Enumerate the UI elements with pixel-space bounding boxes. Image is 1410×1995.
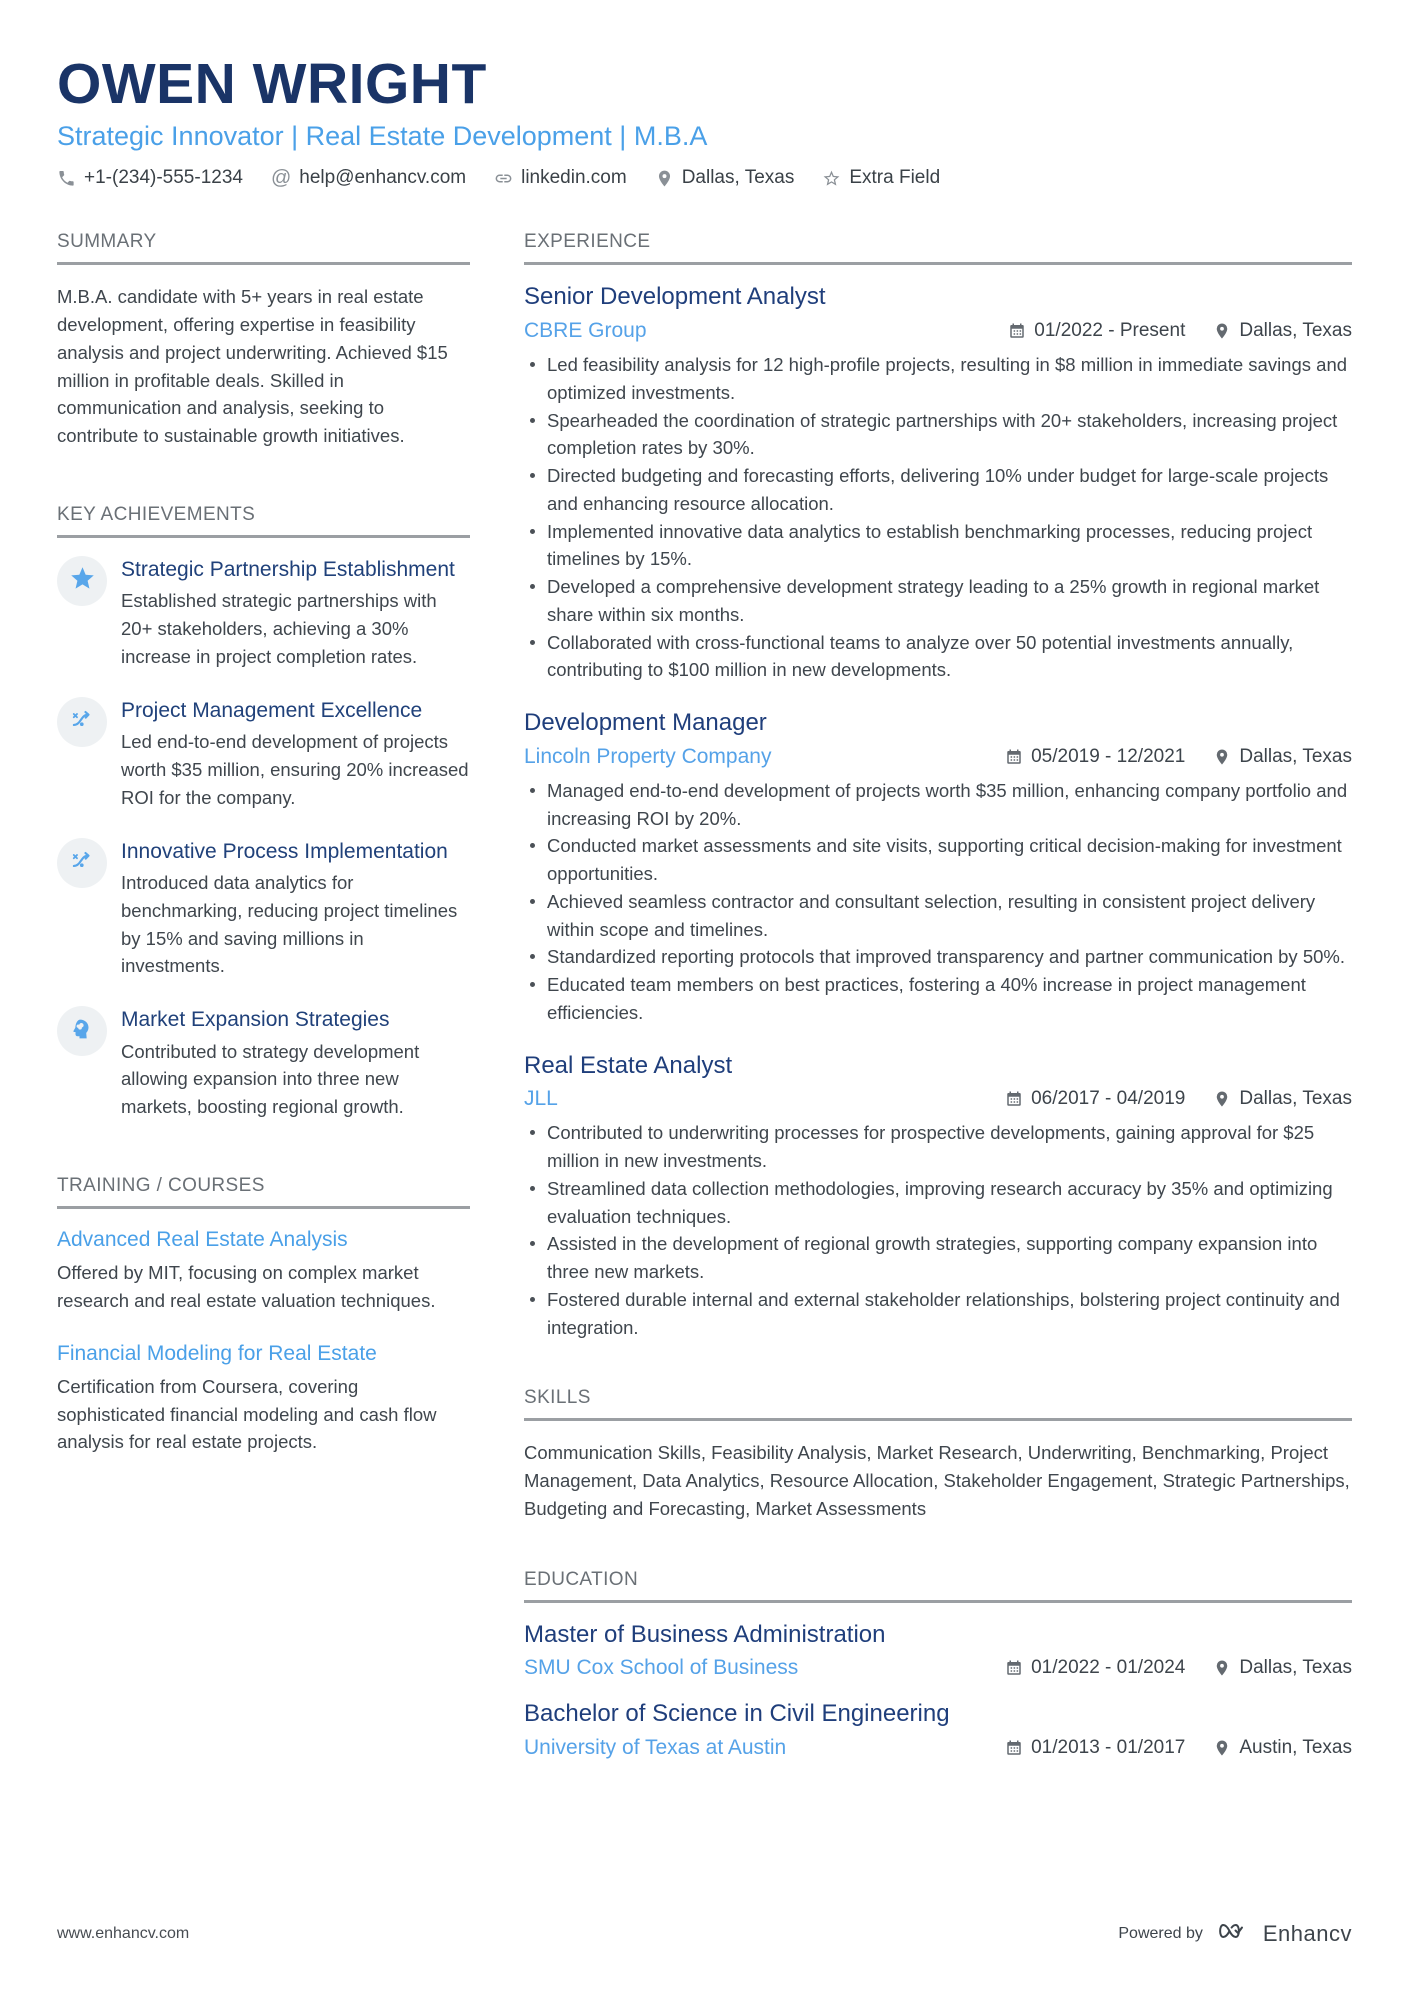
phone-icon (57, 169, 76, 188)
calendar-icon (1005, 1739, 1023, 1757)
course-title: Advanced Real Estate Analysis (57, 1227, 348, 1251)
route-arrow-icon (69, 847, 95, 878)
course-title: Financial Modeling for Real Estate (57, 1341, 377, 1365)
star-icon (69, 565, 96, 597)
bullet-item: Led feasibility analysis for 12 high-profile projects, resulting in $8 million in immediate savings and optimized investments. (524, 351, 1352, 407)
achievement-item (57, 697, 470, 812)
job-location-label: Dallas, Texas (1239, 1088, 1352, 1110)
bullet-item: Achieved seamless contractor and consultant selection, resulting in consistent project delivery within scope and timelines. (524, 888, 1352, 944)
bullet-item: Standardized reporting protocols that improved transparency and partner communication by 50%. (524, 943, 1352, 971)
job-location (1213, 320, 1352, 342)
calendar-icon (1008, 322, 1026, 340)
location-pin-icon (655, 169, 674, 188)
training-heading: TRAINING / COURSES (57, 1175, 470, 1209)
location-pin-icon (1213, 748, 1231, 766)
job-meta-row (524, 745, 1352, 769)
left-column (57, 231, 470, 1760)
achievement-item (57, 556, 470, 671)
course-item (57, 1341, 470, 1457)
contact-location (655, 167, 795, 189)
job-location-label: Dallas, Texas (1239, 745, 1352, 767)
contact-extra-field (822, 167, 940, 189)
education-item (524, 1621, 1352, 1681)
bullet-item: Managed end-to-end development of projects worth $35 million, enhancing company portfolio and increasing ROI by 20%. (524, 777, 1352, 833)
contact-row (57, 167, 1352, 189)
right-column (524, 231, 1352, 1760)
bullet-item: Developed a comprehensive development strategy leading to a 25% growth in regional market share within six months. (524, 573, 1352, 629)
job-title: Real Estate Analyst (524, 1051, 733, 1079)
achievement-icon-circle (57, 556, 107, 606)
education-location (1213, 1657, 1352, 1679)
achievement-item (57, 838, 470, 981)
company-name: Lincoln Property Company (524, 744, 772, 768)
job-location (1213, 1088, 1352, 1110)
job-meta-row (524, 1087, 1352, 1111)
job-dates (1005, 746, 1185, 768)
calendar-icon (1005, 1659, 1023, 1677)
bullet-item: Fostered durable internal and external stakeholder relationships, bolstering project continuity and integration. (524, 1286, 1352, 1342)
job-item (524, 283, 1352, 684)
education-location (1213, 1737, 1352, 1759)
page-footer (57, 1920, 1352, 1947)
achievement-item (57, 1006, 470, 1121)
course-text: Certification from Coursera, covering sophisticated financial modeling and cash flow analysis for real estate projects. (57, 1375, 437, 1453)
education-dates-label: 01/2022 - 01/2024 (1031, 1657, 1186, 1679)
contact-phone[interactable] (57, 167, 243, 189)
contact-phone-label: +1-(234)-555-1234 (84, 167, 243, 189)
school-name: University of Texas at Austin (524, 1736, 787, 1760)
summary-heading: SUMMARY (57, 231, 470, 265)
company-name: JLL (524, 1087, 558, 1111)
contact-email[interactable] (271, 167, 466, 189)
bullet-list (524, 777, 1352, 1027)
skills-text: Communication Skills, Feasibility Analysis, Market Research, Underwriting, Benchmarking, Project Management, Data Analytics, Resource Allocation, Stakeholder Engagement, Strategic Partnerships, Budgeting and Forecasting, Market Assessments (524, 1442, 1350, 1519)
achievement-text: Established strategic partnerships with 20+ stakeholders, achieving a 30% increase in project completion rates. (121, 590, 437, 667)
resume-header (57, 52, 1352, 189)
job-dates (1005, 1088, 1185, 1110)
experience-section (524, 231, 1352, 1341)
location-pin-icon (1213, 1659, 1231, 1677)
education-dates-label: 01/2013 - 01/2017 (1031, 1737, 1186, 1759)
bullet-list (524, 1119, 1352, 1341)
education-meta-row (524, 1656, 1352, 1680)
job-location (1213, 746, 1352, 768)
achievement-title: Innovative Process Implementation (121, 839, 448, 863)
star-outline-icon (822, 169, 841, 188)
course-text: Offered by MIT, focusing on complex market research and real estate valuation techniques. (57, 1262, 436, 1311)
enhancv-logo-icon (1215, 1920, 1251, 1947)
education-item (524, 1700, 1352, 1760)
key-achievements-heading: KEY ACHIEVEMENTS (57, 504, 470, 538)
job-item (524, 709, 1352, 1027)
job-item (524, 1052, 1352, 1342)
achievement-text: Contributed to strategy development allowing expansion into three new markets, boosting regional growth. (121, 1040, 420, 1118)
key-achievements-section (57, 504, 470, 1121)
degree-title: Bachelor of Science in Civil Engineering (524, 1700, 950, 1728)
education-meta-row (524, 1736, 1352, 1760)
location-pin-icon (1213, 1090, 1231, 1108)
bullet-item: Collaborated with cross-functional teams to analyze over 50 potential investments annually, contributing to $100 million in new developments. (524, 629, 1352, 685)
achievement-text: Introduced data analytics for benchmarking, reducing project timelines by 15% and saving millions in investments. (121, 872, 458, 977)
contact-extra-field-label: Extra Field (849, 167, 941, 189)
powered-by[interactable] (1118, 1920, 1352, 1947)
education-dates (1005, 1657, 1185, 1679)
bullet-item: Implemented innovative data analytics to establish benchmarking processes, reducing project timelines by 15%. (524, 518, 1352, 574)
achievement-title: Project Management Excellence (121, 698, 423, 722)
skills-section (524, 1387, 1352, 1522)
headline: Strategic Innovator | Real Estate Development | M.B.A (57, 120, 708, 151)
education-heading: EDUCATION (524, 1569, 1352, 1603)
training-section (57, 1175, 470, 1456)
bullet-item: Assisted in the development of regional growth strategies, supporting company expansion into three new markets. (524, 1230, 1352, 1286)
school-name: SMU Cox School of Business (524, 1656, 799, 1680)
route-arrow-icon (69, 706, 95, 737)
location-pin-icon (1213, 1739, 1231, 1757)
bullet-item: Contributed to underwriting processes for prospective developments, gaining approval for $25 million in new investments. (524, 1119, 1352, 1175)
achievement-title: Market Expansion Strategies (121, 1008, 390, 1032)
bullet-item: Streamlined data collection methodologies, improving research accuracy by 35% and optimizing evaluation techniques. (524, 1175, 1352, 1231)
contact-location-label: Dallas, Texas (681, 167, 795, 189)
experience-heading: EXPERIENCE (524, 231, 1352, 265)
company-name: CBRE Group (524, 319, 647, 343)
job-meta-row (524, 319, 1352, 343)
course-item (57, 1227, 470, 1315)
candidate-name: OWEN WRIGHT (57, 52, 487, 116)
education-dates (1005, 1737, 1185, 1759)
job-location-label: Dallas, Texas (1239, 320, 1352, 342)
at-icon: @ (270, 167, 292, 190)
summary-section (57, 231, 470, 450)
brand-name: Enhancv (1262, 1920, 1352, 1946)
job-title: Development Manager (524, 709, 767, 737)
education-section (524, 1569, 1352, 1761)
contact-linkedin-label: linkedin.com (521, 167, 627, 189)
achievement-icon-circle (57, 838, 107, 888)
education-location-label: Austin, Texas (1239, 1737, 1352, 1759)
summary-text: M.B.A. candidate with 5+ years in real estate development, offering expertise in feasibility analysis and project underwriting. Achieved $15 million in profitable deals. Skilled in communication and analysis, seeking to contribute to sustainable growth initiatives. (57, 286, 448, 447)
achievement-icon-circle (57, 697, 107, 747)
achievement-icon-circle (57, 1006, 107, 1056)
site-link[interactable]: www.enhancv.com (57, 1924, 190, 1942)
contact-email-label: help@enhancv.com (299, 167, 467, 189)
skills-heading: SKILLS (524, 1387, 1352, 1421)
job-dates (1008, 320, 1185, 342)
bullet-item: Conducted market assessments and site visits, supporting critical decision-making for investment opportunities. (524, 832, 1352, 888)
achievement-title: Strategic Partnership Establishment (121, 557, 455, 581)
job-title: Senior Development Analyst (524, 283, 826, 311)
link-icon (494, 169, 513, 188)
location-pin-icon (1213, 322, 1231, 340)
calendar-icon (1005, 1090, 1023, 1108)
achievement-text: Led end-to-end development of projects worth $35 million, ensuring 20% increased ROI for the company. (121, 731, 469, 808)
bullet-item: Spearheaded the coordination of strategic partnerships with 20+ stakeholders, increasing project completion rates by 30%. (524, 407, 1352, 463)
bullet-item: Directed budgeting and forecasting efforts, delivering 10% under budget for large-scale projects and enhancing resource allocation. (524, 462, 1352, 518)
calendar-icon (1005, 748, 1023, 766)
degree-title: Master of Business Administration (524, 1620, 886, 1648)
job-dates-label: 01/2022 - Present (1034, 320, 1186, 342)
powered-by-label: Powered by (1118, 1924, 1203, 1942)
resume-body (57, 231, 1352, 1760)
job-dates-label: 05/2019 - 12/2021 (1031, 745, 1186, 767)
bullet-item: Educated team members on best practices, fostering a 40% increase in project management efficiencies. (524, 971, 1352, 1027)
job-dates-label: 06/2017 - 04/2019 (1031, 1088, 1186, 1110)
contact-linkedin[interactable] (494, 167, 627, 189)
head-idea-icon (69, 1016, 95, 1047)
bullet-list (524, 351, 1352, 684)
education-location-label: Dallas, Texas (1239, 1657, 1352, 1679)
